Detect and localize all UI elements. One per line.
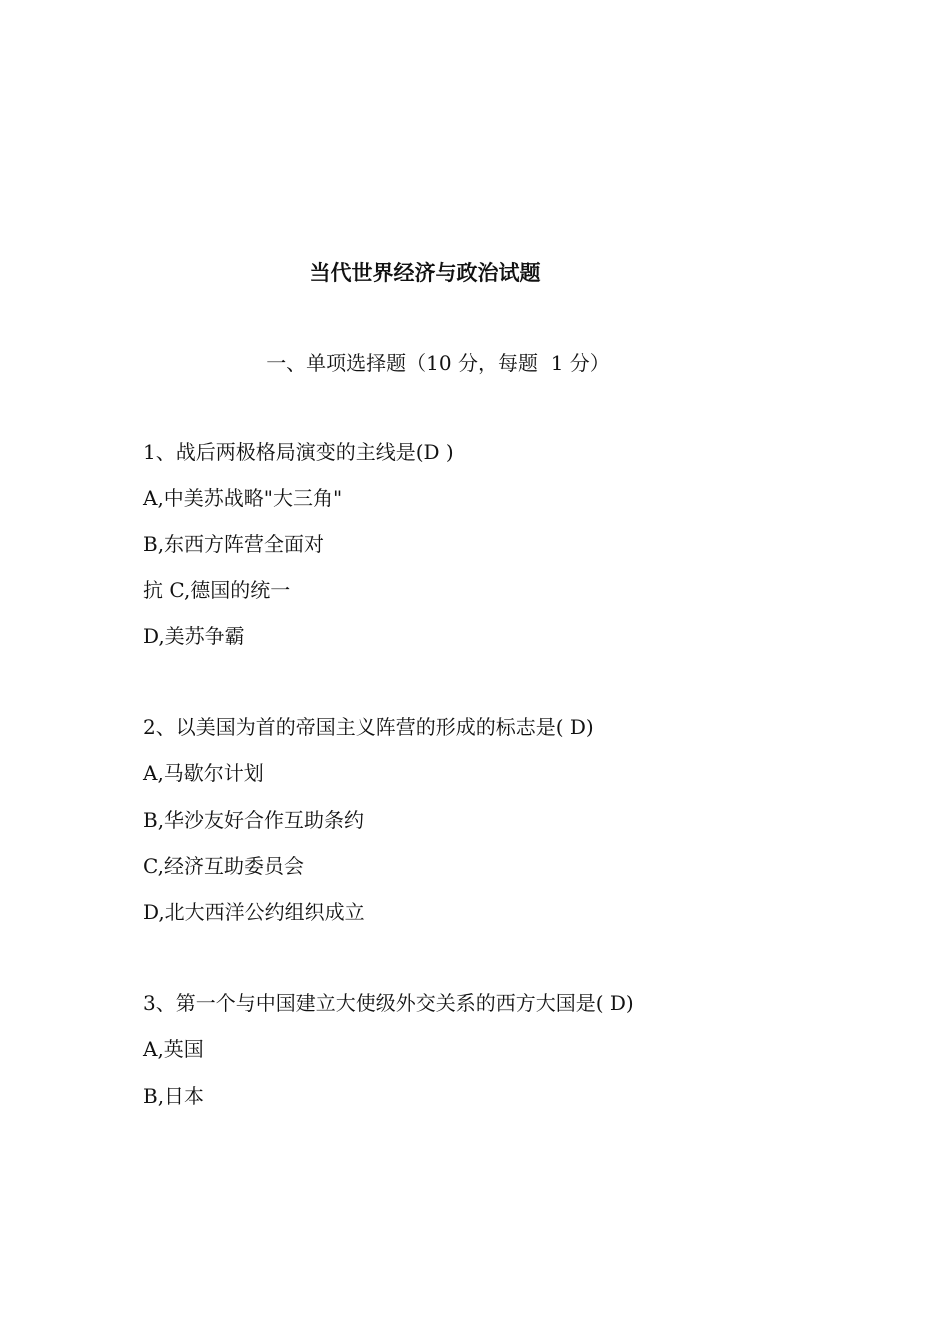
question-1-option-line-3: 抗 C,德国的统一: [143, 578, 291, 602]
question-3-option-line-2: B,日本: [143, 1084, 205, 1108]
question-1-option-line-4: D,美苏争霸: [143, 624, 245, 648]
question-2-option-line-1: A,马歇尔计划: [143, 761, 264, 785]
question-3-option-line-1: A,英国: [143, 1037, 204, 1061]
question-2-option-line-3: C,经济互助委员会: [143, 854, 304, 878]
question-1-option-line-1: A,中美苏战略"大三角": [143, 486, 343, 510]
question-1-stem: 1、战后两极格局演变的主线是(D ): [143, 440, 454, 464]
question-1-option-line-2: B,东西方阵营全面对: [143, 532, 325, 556]
question-2-option-line-2: B,华沙友好合作互助条约: [143, 808, 365, 832]
question-3-stem: 3、第一个与中国建立大使级外交关系的西方大国是( D): [143, 991, 634, 1015]
document-title: 当代世界经济与政治试题: [309, 260, 541, 285]
section-heading: 一、单项选择题（10 分，每题 1 分）: [266, 351, 610, 375]
question-2-stem: 2、以美国为首的帝国主义阵营的形成的标志是( D): [143, 715, 594, 739]
question-2-option-line-4: D,北大西洋公约组织成立: [143, 900, 365, 924]
